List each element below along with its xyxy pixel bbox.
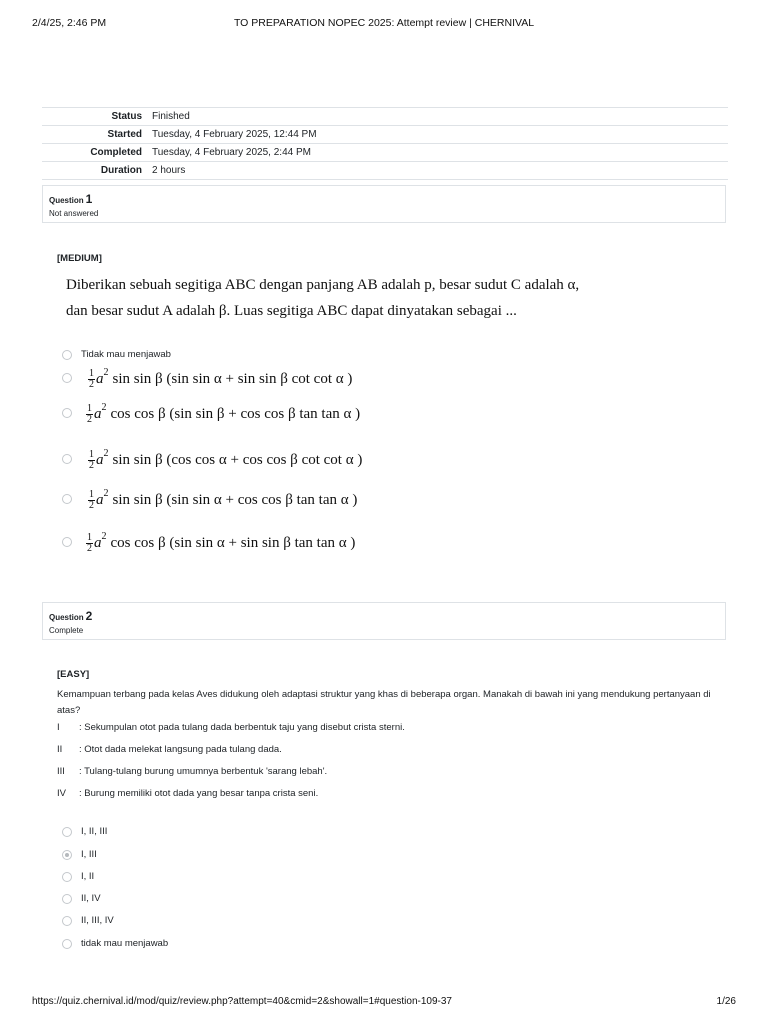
summary-row-status xyxy=(42,108,728,126)
question-2-option-6[interactable] xyxy=(62,937,662,957)
math-exponent: 2 xyxy=(103,367,109,378)
math-expression: sin sin β (cos cos α + cos cos β cot cot α ) xyxy=(112,452,363,468)
question-2-statements xyxy=(57,722,717,810)
radio-button[interactable] xyxy=(62,373,72,383)
radio-button[interactable] xyxy=(62,939,72,949)
math-variable: a xyxy=(96,452,104,468)
question-1-option-3[interactable] xyxy=(62,402,662,426)
fraction-denominator: 2 xyxy=(89,500,94,511)
statement-text: : Sekumpulan otot pada tulang dada berbentuk taju yang disebut crista sterni. xyxy=(79,722,405,733)
radio-button[interactable] xyxy=(62,872,72,882)
math-expression: cos cos β (sin sin α + sin sin β tan tan α ) xyxy=(110,535,356,551)
fraction-denominator: 2 xyxy=(87,543,92,554)
radio-button[interactable] xyxy=(62,494,72,504)
question-1-level: [MEDIUM] xyxy=(57,253,102,264)
statement-item xyxy=(57,722,717,744)
fraction-numerator: 1 xyxy=(87,403,92,414)
summary-label: Completed xyxy=(90,147,142,158)
math-expression: sin sin β (sin sin α + cos cos β tan tan α ) xyxy=(112,492,358,508)
print-date: 2/4/25, 2:46 PM xyxy=(32,17,107,29)
summary-label: Started xyxy=(107,129,142,140)
print-footer xyxy=(32,996,736,1010)
option-label: I, II, III xyxy=(81,826,108,837)
fraction-denominator: 2 xyxy=(89,460,94,471)
fraction xyxy=(88,369,95,390)
statement-text: : Tulang-tulang burung umumnya berbentuk 'sarang lebah'. xyxy=(79,766,328,777)
option-label: tidak mau menjawab xyxy=(81,938,169,949)
math-expression: cos cos β (sin sin β + cos cos β tan tan α ) xyxy=(110,406,361,422)
math-exponent: 2 xyxy=(101,402,107,413)
attempt-summary-table xyxy=(42,107,728,180)
fraction xyxy=(88,490,95,511)
math-exponent: 2 xyxy=(103,448,109,459)
radio-button[interactable] xyxy=(62,827,72,837)
print-page-number: 1/26 xyxy=(716,996,736,1007)
math-variable: a xyxy=(96,492,104,508)
radio-button-selected[interactable] xyxy=(62,850,72,860)
math-expression: sin sin β (sin sin α + sin sin β cot cot α ) xyxy=(112,371,353,387)
radio-button[interactable] xyxy=(62,894,72,904)
option-label: I, II xyxy=(81,871,95,882)
summary-value: Finished xyxy=(152,111,190,122)
fraction xyxy=(88,450,95,471)
question-1-stem-line-1: Diberikan sebuah segitiga ABC dengan panjang AB adalah p, besar sudut C adalah α, xyxy=(66,277,580,293)
option-math xyxy=(88,490,357,511)
statement-numeral: II xyxy=(57,744,63,755)
option-label: II, III, IV xyxy=(81,915,114,926)
option-label: Tidak mau menjawab xyxy=(81,349,171,360)
question-1-info xyxy=(42,185,726,223)
option-math xyxy=(86,533,355,554)
statement-numeral: IV xyxy=(57,788,66,799)
print-title: TO PREPARATION NOPEC 2025: Attempt review | CHERNIVAL xyxy=(233,17,535,29)
question-label: Question xyxy=(49,196,84,205)
question-1-stem-line-2: dan besar sudut A adalah β. Luas segitiga ABC dapat dinyatakan sebagai ... xyxy=(66,303,517,319)
option-label: I, III xyxy=(81,849,97,860)
print-header xyxy=(32,17,736,31)
question-2-option-5[interactable] xyxy=(62,914,662,934)
question-state: Not answered xyxy=(49,209,99,218)
statement-item xyxy=(57,766,717,788)
question-number xyxy=(49,609,92,623)
option-math xyxy=(88,450,362,471)
option-label: II, IV xyxy=(81,893,101,904)
statement-text: : Burung memiliki otot dada yang besar tanpa crista seni. xyxy=(79,788,319,799)
summary-value: Tuesday, 4 February 2025, 2:44 PM xyxy=(152,147,311,158)
question-2-option-1[interactable] xyxy=(62,825,662,845)
math-variable: a xyxy=(94,535,102,551)
math-exponent: 2 xyxy=(101,531,107,542)
radio-button[interactable] xyxy=(62,350,72,360)
question-2-info xyxy=(42,602,726,640)
question-2-option-2[interactable] xyxy=(62,848,662,868)
radio-button[interactable] xyxy=(62,916,72,926)
math-exponent: 2 xyxy=(103,488,109,499)
statement-numeral: I xyxy=(57,722,60,733)
option-math xyxy=(88,369,352,390)
fraction xyxy=(86,533,93,554)
question-2-stem: Kemampuan terbang pada kelas Aves didukung oleh adaptasi struktur yang khas di beberapa organ. Manakah di bawah ini yang mendukung pertanyaan di atas? xyxy=(57,689,711,716)
question-1-option-2[interactable] xyxy=(62,367,662,391)
statement-text: : Otot dada melekat langsung pada tulang dada. xyxy=(79,744,282,755)
print-url: https://quiz.chernival.id/mod/quiz/review.php?attempt=40&cmid=2&showall=1#question-109-37 xyxy=(32,996,452,1007)
fraction-numerator: 1 xyxy=(89,449,94,460)
summary-row-duration xyxy=(42,162,728,180)
question-state: Complete xyxy=(49,626,84,635)
summary-row-started xyxy=(42,126,728,144)
fraction-numerator: 1 xyxy=(87,532,92,543)
math-variable: a xyxy=(94,406,102,422)
fraction-denominator: 2 xyxy=(89,379,94,390)
radio-button[interactable] xyxy=(62,454,72,464)
question-2-option-4[interactable] xyxy=(62,892,662,912)
summary-value: 2 hours xyxy=(152,165,186,176)
fraction-denominator: 2 xyxy=(87,414,92,425)
fraction xyxy=(86,404,93,425)
question-2-option-3[interactable] xyxy=(62,870,662,890)
question-number-value: 2 xyxy=(85,609,93,623)
question-1-option-1[interactable] xyxy=(62,348,662,368)
summary-row-completed xyxy=(42,144,728,162)
summary-label: Duration xyxy=(100,165,142,176)
option-math xyxy=(86,404,360,425)
question-number xyxy=(49,192,92,206)
question-2-level: [EASY] xyxy=(57,669,90,680)
question-1-option-4[interactable] xyxy=(62,448,662,472)
fraction-numerator: 1 xyxy=(89,368,94,379)
math-variable: a xyxy=(96,371,104,387)
statement-numeral: III xyxy=(57,766,65,777)
radio-button[interactable] xyxy=(62,408,72,418)
statement-item xyxy=(57,744,717,766)
fraction-numerator: 1 xyxy=(89,489,94,500)
radio-button[interactable] xyxy=(62,537,72,547)
question-1-option-6[interactable] xyxy=(62,531,662,555)
summary-label: Status xyxy=(111,111,142,122)
statement-item xyxy=(57,788,717,810)
question-label: Question xyxy=(49,613,84,622)
question-number-value: 1 xyxy=(85,192,93,206)
summary-value: Tuesday, 4 February 2025, 12:44 PM xyxy=(152,129,317,140)
question-1-option-5[interactable] xyxy=(62,488,662,512)
